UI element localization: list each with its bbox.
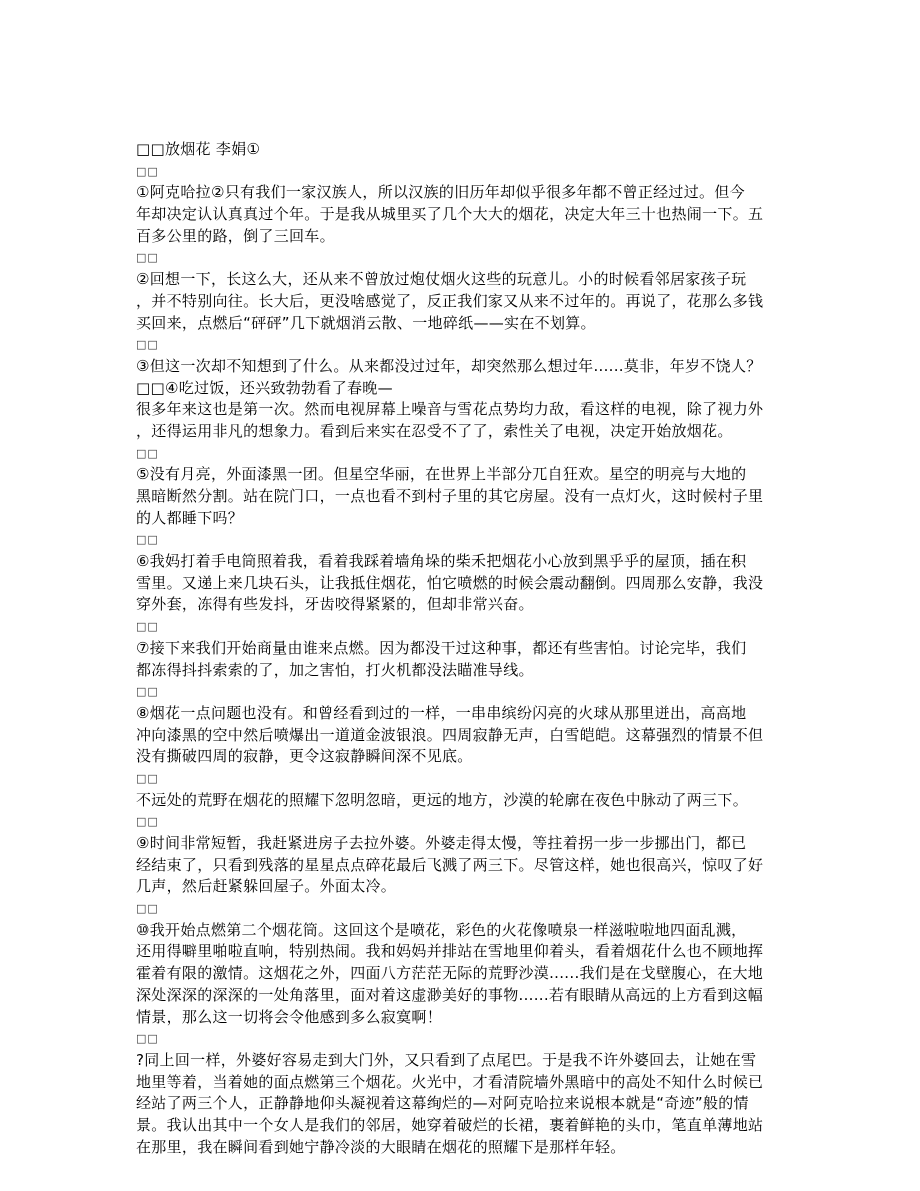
- text-line: ②回想一下，长这么大，还从来不曾放过炮仗烟火这些的玩意儿。小的时候看邻居家孩子玩: [136, 270, 747, 289]
- text-line: 经结束了，只看到残落的星星点点碎花最后飞溅了两三下。尽管这样，她也很高兴，惊叹了好: [136, 855, 764, 874]
- text-line: ⑩我开始点燃第二个烟花筒。这回这个是喷花，彩色的火花像喷泉一样滋啦啦地四面乱溅，: [136, 920, 747, 939]
- text-line: ，还得运用非凡的想象力。看到后来实在忍受不了了，索性关了电视，决定开始放烟花。: [136, 421, 733, 440]
- text-line: ①阿克哈拉②只有我们一家汉族人，所以汉族的旧历年却似乎很多年都不曾正经过过。但今: [136, 183, 745, 202]
- text-line: 深处深深的深深的一处角落里，面对着这虚渺美好的事物......若有眼睛从高远的上方看到这幅: [136, 985, 764, 1004]
- paragraph-marker: □□: [136, 685, 159, 699]
- document-body: [136, 139, 786, 1158]
- text-line: 几声，然后赶紧躲回屋子。外面太冷。: [136, 877, 397, 896]
- paragraph-marker: □□: [136, 338, 159, 352]
- paragraph-marker: □□: [136, 620, 159, 634]
- text-line: ⑨时间非常短暂，我赶紧进房子去拉外婆。外婆走得太慢，等拄着拐一步一步挪出门，都已: [136, 834, 747, 852]
- text-line: 在那里，我在瞬间看到她宁静冷淡的大眼睛在烟花的照耀下是那样年轻。: [136, 1137, 626, 1156]
- text-line: 都冻得抖抖索索的了，加之害怕，打火机都没法瞄准导线。: [136, 660, 534, 679]
- text-line: 不远处的荒野在烟花的照耀下忽明忽暗，更远的地方，沙漠的轮廓在夜色中脉动了两三下。: [136, 790, 749, 809]
- text-line: 穿外套，冻得有些发抖，牙齿咬得紧紧的，但却非常兴奋。: [136, 595, 534, 614]
- paragraph-marker: □□: [136, 902, 159, 916]
- text-line: 景。我认出其中一个女人是我们的邻居，她穿着破烂的长裙，裹着鲜艳的头巾，笔直单薄地站: [136, 1115, 764, 1134]
- paragraph-marker: □□: [136, 533, 159, 547]
- text-line: 没有撕破四周的寂静，更令这寂静瞬间深不见底。: [136, 747, 473, 766]
- text-line: 的人都睡下吗？: [136, 508, 244, 527]
- text-line: ⑥我妈打着手电筒照着我，看着我踩着墙角垛的柴禾把烟花小心放到黑乎乎的屋顶，插在积: [136, 552, 747, 571]
- paragraph-marker: □□: [136, 446, 159, 460]
- text-line: 霍着有限的激情。这烟花之外，四面八方茫茫无际的荒野沙漠......我们是在戈壁腹心，在大地: [136, 964, 764, 983]
- text-line: 年却决定认认真真过个年。于是我从城里买了几个大大的烟花，决定大年三十也热闹一下。五: [136, 205, 764, 224]
- text-line: 地里等着，当着她的面点燃第三个烟花。火光中，才看清院墙外黑暗中的高处不知什么时候已: [136, 1072, 764, 1091]
- text-line: 冲向漆黑的空中然后喷爆出一道道金波银浪。四周寂静无声，白雪皑皑。这幕强烈的情景不但: [136, 725, 764, 744]
- document-text: [136, 161, 786, 1159]
- text-line: 还用得噼里啪啦直响，特别热闹。我和妈妈并排站在雪地里仰着头，看着烟花什么也不顾地挥: [136, 942, 764, 961]
- text-line: 很多年来这也是第一次。然而电视屏幕上噪音与雪花点势均力敌，看这样的电视，除了视力外: [136, 400, 764, 419]
- paragraph-marker: □□: [136, 164, 159, 178]
- text-line: 经站了两三个人，正静静地仰头凝视着这幕绚烂的—对阿克哈拉来说根本就是“奇迹”般的情: [136, 1094, 749, 1113]
- text-line: ?同上回一样，外婆好容易走到大门外，又只看到了点尾巴。于是我不许外婆回去，让她在雪: [136, 1050, 757, 1069]
- paragraph-marker: □□: [136, 815, 159, 829]
- document-title: □□放烟花 李娟①: [136, 140, 261, 158]
- paragraph-marker: □□: [136, 771, 159, 785]
- text-line: ③但这一次却不知想到了什么。从来都没过过年，却突然那么想过年......莫非，年岁不饶人？: [136, 356, 762, 375]
- text-line: 黑暗断然分割。站在院门口，一点也看不到村子里的其它房屋。没有一点灯火，这时候村子里: [136, 487, 764, 505]
- text-line: 情景，那么这一切将会令他感到多么寂寞啊！: [136, 1007, 443, 1026]
- text-line: 买回来，点燃后“砰砰”几下就烟消云散、一地碎纸——实在不划算。: [136, 313, 596, 332]
- text-line: ⑧烟花一点问题也没有。和曾经看到过的一样，一串串缤纷闪亮的火球从那里迸出，高高地: [136, 703, 747, 722]
- paragraph-marker: □□: [136, 1032, 159, 1046]
- text-line: 百多公里的路，倒了三回车。: [136, 226, 335, 245]
- text-line: □□④吃过饭，还兴致勃勃看了春晚—: [136, 378, 393, 397]
- text-line: ⑤没有月亮，外面漆黑一团。但星空华丽，在世界上半部分兀自狂欢。星空的明亮与大地的: [136, 465, 747, 484]
- text-line: 雪里。又递上来几块石头，让我抵住烟花，怕它喷燃的时候会震动翻倒。四周那么安静，我没: [136, 573, 764, 592]
- text-line: ，并不特别向往。长大后，更没啥感觉了，反正我们家又从来不过年的。再说了，花那么多钱: [136, 291, 764, 310]
- paragraph-marker: □□: [136, 251, 159, 265]
- text-line: ⑦接下来我们开始商量由谁来点燃。因为都没干过这种事，都还有些害怕。讨论完毕，我们: [136, 638, 747, 657]
